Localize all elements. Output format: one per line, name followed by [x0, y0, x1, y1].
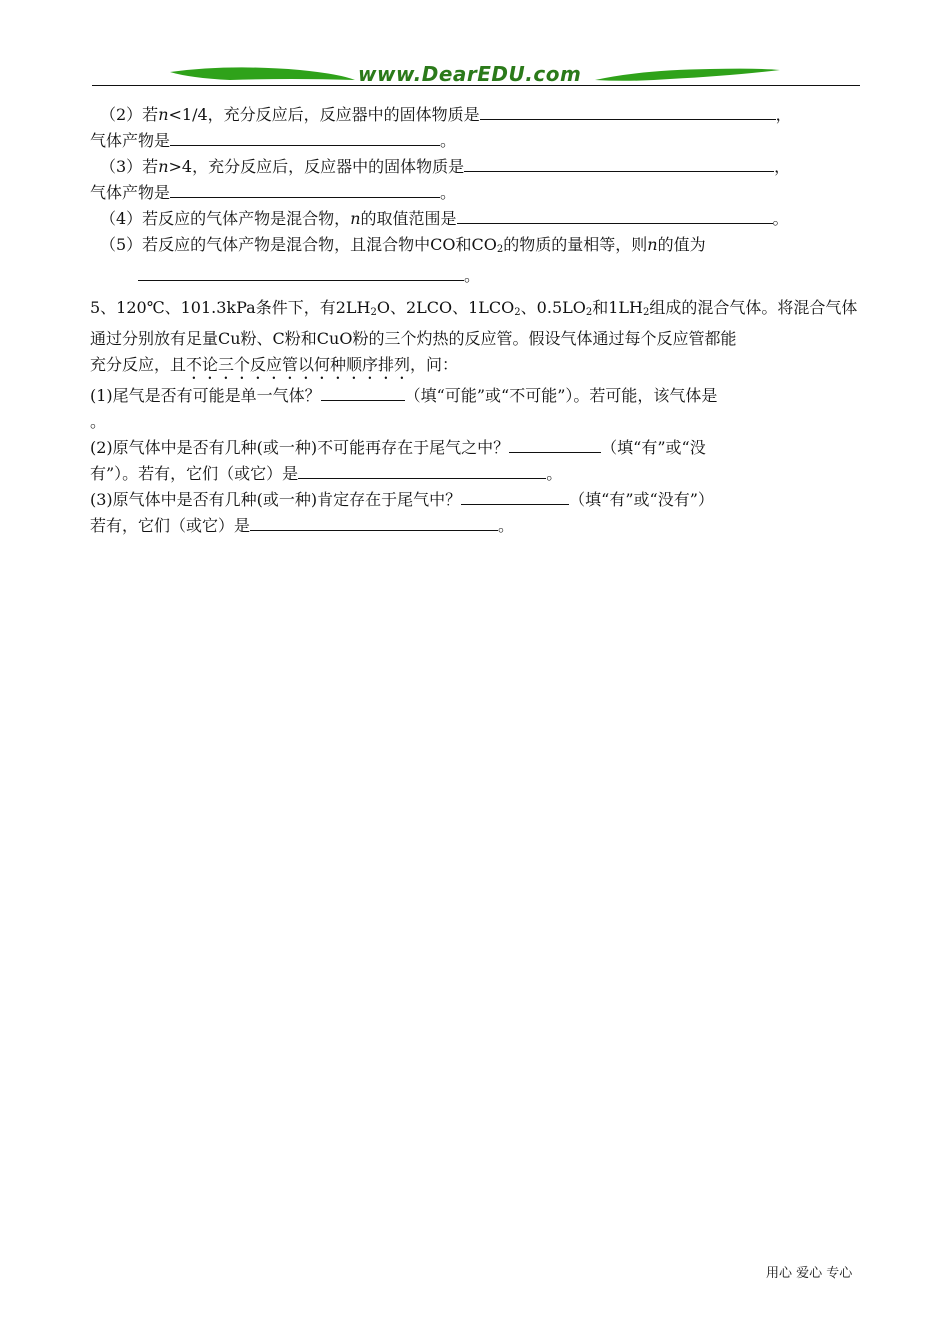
- document-body: [90, 102, 862, 539]
- answer-blank[interactable]: [170, 131, 440, 146]
- header-rule: [92, 85, 860, 86]
- q5-sub1-line2: 。: [90, 412, 107, 431]
- answer-blank[interactable]: [170, 183, 440, 198]
- q5-stem-line2: 通过分别放有足量Cu粉、C粉和CuO粉的三个灼热的反应管。假设气体通过每个反应管都能: [90, 329, 737, 348]
- q4-part2-line2: 气体产物是 。: [90, 131, 457, 150]
- q5-sub3-line1: (3)原气体中是否有几种(或一种)肯定存在于尾气中？ （填“有”或“没有”）: [90, 490, 714, 509]
- q4-part3-line2: 气体产物是 。: [90, 183, 457, 202]
- q4-part2-line1: （2）若n<1/4，充分反应后，反应器中的固体物质是 ，: [100, 105, 792, 124]
- q5-stem-line1: 5、120℃、101.3kPa条件下，有$2LH_2O$、2LCO、$1LCO_2$、$0.5LO_2$和$1LH_2$组成的混合气体。将混合气体: [90, 298, 858, 318]
- q5-sub1-line1: (1)尾气是否有可能是单一气体？ （填“可能”或“不可能”）。若可能，该气体是: [90, 386, 718, 405]
- q4-part3-line1: （3）若n>4，充分反应后，反应器中的固体物质是 ，: [100, 157, 791, 176]
- answer-blank[interactable]: [509, 438, 601, 453]
- emphasis-dots-text: 不论三个反应管以何种顺序排列: [186, 355, 411, 374]
- q5-stem-line3: 充分反应，且不论三个反应管以何种顺序排列，问：: [90, 355, 459, 374]
- answer-blank[interactable]: [321, 386, 405, 401]
- page-footer: 用心 爱心 专心: [766, 1266, 853, 1281]
- answer-blank[interactable]: [298, 464, 546, 479]
- answer-blank[interactable]: [457, 209, 773, 224]
- q5-sub2-line1: (2)原气体中是否有几种(或一种)不可能再存在于尾气之中？ （填“有”或“没: [90, 438, 706, 457]
- site-logo: www.DearEDU.com: [358, 62, 582, 86]
- answer-blank[interactable]: [464, 157, 774, 172]
- answer-blank[interactable]: [480, 105, 776, 120]
- q5-sub3-line2: 若有，它们（或它）是 。: [90, 516, 515, 535]
- q4-part5-line1: （5）若反应的气体产物是混合物，且混合物中CO和$CO_2$的物质的量相等，则n的值为: [100, 235, 706, 255]
- answer-blank[interactable]: [461, 490, 569, 505]
- answer-blank[interactable]: [138, 266, 464, 281]
- q4-part5-line2: 。: [90, 263, 862, 289]
- q4-part4: （4）若反应的气体产物是混合物，n的取值范围是 。: [100, 209, 789, 228]
- q5-sub2-line2: 有”）。若有，它们（或它）是 。: [90, 464, 563, 483]
- answer-blank[interactable]: [250, 516, 498, 531]
